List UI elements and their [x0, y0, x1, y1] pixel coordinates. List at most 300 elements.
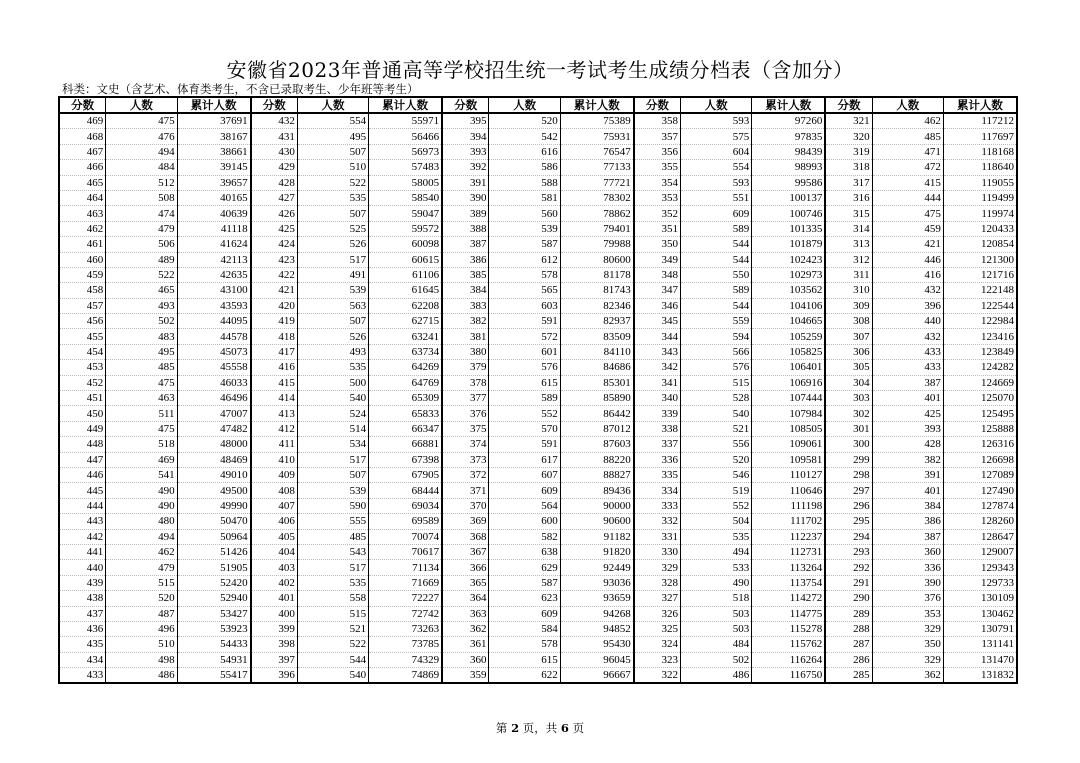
table-cell: 328: [634, 575, 681, 590]
table-cell: 112731: [752, 544, 826, 559]
table-cell: 462: [106, 544, 177, 559]
table-cell: 506: [106, 237, 177, 252]
table-cell: 517: [297, 560, 368, 575]
table-cell: 62208: [369, 298, 443, 313]
table-cell: 575: [681, 129, 752, 144]
table-cell: 469: [59, 113, 106, 129]
table-cell: 566: [681, 344, 752, 359]
table-cell: 453: [59, 360, 106, 375]
table-cell: 447: [59, 452, 106, 467]
table-cell: 576: [681, 360, 752, 375]
table-cell: 323: [634, 652, 681, 667]
table-cell: 113754: [752, 575, 826, 590]
table-cell: 73263: [369, 621, 443, 636]
table-cell: 375: [442, 421, 489, 436]
table-cell: 515: [681, 375, 752, 390]
table-cell: 432: [872, 329, 943, 344]
table-cell: 345: [634, 314, 681, 329]
table-cell: 520: [106, 591, 177, 606]
table-cell: 507: [297, 314, 368, 329]
table-cell: 74869: [369, 668, 443, 684]
table-cell: 303: [825, 391, 872, 406]
table-cell: 71134: [369, 560, 443, 575]
table-cell: 41624: [177, 237, 251, 252]
table-cell: 556: [681, 437, 752, 452]
table-cell: 125888: [943, 421, 1017, 436]
column-header: 人数: [872, 97, 943, 113]
table-cell: 638: [489, 544, 560, 559]
table-cell: 582: [489, 529, 560, 544]
table-cell: 419: [251, 314, 298, 329]
table-cell: 106401: [752, 360, 826, 375]
table-cell: 59047: [369, 206, 443, 221]
table-cell: 90600: [560, 514, 634, 529]
table-cell: 363: [442, 606, 489, 621]
table-cell: 290: [825, 591, 872, 606]
table-cell: 485: [106, 360, 177, 375]
table-cell: 390: [872, 575, 943, 590]
table-cell: 39657: [177, 175, 251, 190]
column-header: 人数: [489, 97, 560, 113]
column-header: 人数: [681, 97, 752, 113]
table-cell: 87603: [560, 437, 634, 452]
table-cell: 507: [297, 206, 368, 221]
table-cell: 540: [297, 391, 368, 406]
column-header: 分数: [59, 97, 106, 113]
table-cell: 480: [106, 514, 177, 529]
table-cell: 522: [297, 175, 368, 190]
table-cell: 486: [681, 668, 752, 684]
table-cell: 124669: [943, 375, 1017, 390]
table-cell: 464: [59, 190, 106, 205]
table-cell: 347: [634, 283, 681, 298]
table-cell: 105825: [752, 344, 826, 359]
table-cell: 437: [59, 606, 106, 621]
table-cell: 352: [634, 206, 681, 221]
table-cell: 544: [297, 652, 368, 667]
table-cell: 387: [872, 529, 943, 544]
table-cell: 449: [59, 421, 106, 436]
table-row: [59, 314, 1017, 329]
page-footer: [0, 720, 1080, 736]
table-row: [59, 375, 1017, 390]
table-cell: 550: [681, 267, 752, 282]
table-row: [59, 113, 1017, 129]
table-cell: 402: [251, 575, 298, 590]
table-cell: 436: [59, 621, 106, 636]
table-cell: 306: [825, 344, 872, 359]
table-row: [59, 144, 1017, 159]
table-cell: 52940: [177, 591, 251, 606]
table-cell: 502: [106, 314, 177, 329]
table-cell: 94852: [560, 621, 634, 636]
table-row: [59, 652, 1017, 667]
table-row: [59, 668, 1017, 684]
table-cell: 114775: [752, 606, 826, 621]
table-cell: 58005: [369, 175, 443, 190]
table-cell: 67905: [369, 467, 443, 482]
column-header: 累计人数: [177, 97, 251, 113]
table-cell: 485: [872, 129, 943, 144]
footer-page-number: 2: [511, 721, 520, 735]
table-cell: 591: [489, 314, 560, 329]
table-cell: 101335: [752, 221, 826, 236]
table-cell: 440: [59, 560, 106, 575]
table-cell: 45558: [177, 360, 251, 375]
table-cell: 623: [489, 591, 560, 606]
table-cell: 565: [489, 283, 560, 298]
table-cell: 97260: [752, 113, 826, 129]
table-cell: 130109: [943, 591, 1017, 606]
table-cell: 309: [825, 298, 872, 313]
column-header: 累计人数: [369, 97, 443, 113]
table-cell: 307: [825, 329, 872, 344]
table-cell: 109061: [752, 437, 826, 452]
table-cell: 296: [825, 498, 872, 513]
table-cell: 376: [442, 406, 489, 421]
table-cell: 373: [442, 452, 489, 467]
table-cell: 40165: [177, 190, 251, 205]
table-row: [59, 437, 1017, 452]
table-cell: 444: [59, 498, 106, 513]
table-row: [59, 298, 1017, 313]
table-cell: 535: [681, 529, 752, 544]
table-cell: 101879: [752, 237, 826, 252]
table-cell: 128647: [943, 529, 1017, 544]
table-cell: 89436: [560, 483, 634, 498]
table-cell: 385: [442, 267, 489, 282]
table-cell: 49500: [177, 483, 251, 498]
table-cell: 489: [106, 252, 177, 267]
table-cell: 462: [872, 113, 943, 129]
table-row: [59, 514, 1017, 529]
table-cell: 365: [442, 575, 489, 590]
table-cell: 324: [634, 637, 681, 652]
column-header: 累计人数: [560, 97, 634, 113]
table-cell: 456: [59, 314, 106, 329]
table-cell: 503: [681, 621, 752, 636]
table-cell: 526: [297, 237, 368, 252]
table-row: [59, 252, 1017, 267]
table-cell: 465: [59, 175, 106, 190]
table-cell: 85301: [560, 375, 634, 390]
table-cell: 498: [106, 652, 177, 667]
table-cell: 535: [297, 360, 368, 375]
table-cell: 563: [297, 298, 368, 313]
table-cell: 500: [297, 375, 368, 390]
table-cell: 118168: [943, 144, 1017, 159]
table-cell: 463: [106, 391, 177, 406]
table-cell: 487: [106, 606, 177, 621]
table-cell: 382: [442, 314, 489, 329]
table-cell: 465: [106, 283, 177, 298]
table-cell: 495: [297, 129, 368, 144]
table-cell: 475: [106, 375, 177, 390]
table-cell: 116750: [752, 668, 826, 684]
table-cell: 340: [634, 391, 681, 406]
table-cell: 318: [825, 160, 872, 175]
table-cell: 60615: [369, 252, 443, 267]
table-cell: 316: [825, 190, 872, 205]
table-cell: 479: [106, 221, 177, 236]
table-cell: 313: [825, 237, 872, 252]
table-cell: 107444: [752, 391, 826, 406]
table-cell: 116264: [752, 652, 826, 667]
table-cell: 50964: [177, 529, 251, 544]
table-cell: 387: [872, 375, 943, 390]
table-cell: 612: [489, 252, 560, 267]
table-cell: 113264: [752, 560, 826, 575]
table-cell: 552: [681, 498, 752, 513]
table-cell: 312: [825, 252, 872, 267]
table-cell: 326: [634, 606, 681, 621]
table-cell: 564: [489, 498, 560, 513]
table-cell: 105259: [752, 329, 826, 344]
table-cell: 451: [59, 391, 106, 406]
table-cell: 484: [106, 160, 177, 175]
table-cell: 39145: [177, 160, 251, 175]
table-cell: 458: [59, 283, 106, 298]
table-cell: 433: [872, 360, 943, 375]
table-cell: 341: [634, 375, 681, 390]
table-cell: 78862: [560, 206, 634, 221]
table-cell: 354: [634, 175, 681, 190]
table-cell: 454: [59, 344, 106, 359]
table-cell: 393: [442, 144, 489, 159]
table-cell: 398: [251, 637, 298, 652]
table-row: [59, 175, 1017, 190]
table-cell: 120854: [943, 237, 1017, 252]
table-cell: 71669: [369, 575, 443, 590]
table-cell: 520: [681, 452, 752, 467]
table-cell: 554: [681, 160, 752, 175]
footer-prefix: 第: [495, 721, 512, 735]
table-row: [59, 329, 1017, 344]
table-cell: 442: [59, 529, 106, 544]
table-row: [59, 591, 1017, 606]
table-cell: 115278: [752, 621, 826, 636]
table-cell: 66347: [369, 421, 443, 436]
table-cell: 372: [442, 467, 489, 482]
table-cell: 416: [872, 267, 943, 282]
table-cell: 396: [872, 298, 943, 313]
table-cell: 376: [872, 591, 943, 606]
table-cell: 507: [297, 144, 368, 159]
table-cell: 55417: [177, 668, 251, 684]
table-cell: 384: [442, 283, 489, 298]
table-cell: 486: [106, 668, 177, 684]
table-cell: 58540: [369, 190, 443, 205]
table-cell: 439: [59, 575, 106, 590]
table-cell: 110127: [752, 467, 826, 482]
table-cell: 84686: [560, 360, 634, 375]
table-cell: 539: [489, 221, 560, 236]
table-cell: 609: [489, 483, 560, 498]
table-cell: 403: [251, 560, 298, 575]
table-cell: 295: [825, 514, 872, 529]
table-cell: 542: [489, 129, 560, 144]
table-cell: 79401: [560, 221, 634, 236]
column-header: 分数: [251, 97, 298, 113]
table-cell: 291: [825, 575, 872, 590]
table-cell: 353: [872, 606, 943, 621]
table-cell: 393: [872, 421, 943, 436]
table-cell: 102423: [752, 252, 826, 267]
table-cell: 356: [634, 144, 681, 159]
table-cell: 77721: [560, 175, 634, 190]
table-cell: 401: [872, 391, 943, 406]
table-cell: 510: [106, 637, 177, 652]
table-cell: 349: [634, 252, 681, 267]
table-cell: 53923: [177, 621, 251, 636]
table-row: [59, 129, 1017, 144]
table-cell: 404: [251, 544, 298, 559]
table-cell: 46033: [177, 375, 251, 390]
table-cell: 314: [825, 221, 872, 236]
table-cell: 445: [59, 483, 106, 498]
table-cell: 540: [681, 406, 752, 421]
category-subtitle: 科类：文史（含艺术、体育类考生，不含已录取考生、少年班等考生）: [62, 82, 419, 96]
table-cell: 409: [251, 467, 298, 482]
table-cell: 504: [681, 514, 752, 529]
table-cell: 484: [681, 637, 752, 652]
column-header: 累计人数: [943, 97, 1017, 113]
table-cell: 589: [681, 283, 752, 298]
table-cell: 446: [872, 252, 943, 267]
table-cell: 407: [251, 498, 298, 513]
table-cell: 413: [251, 406, 298, 421]
table-cell: 339: [634, 406, 681, 421]
table-cell: 65833: [369, 406, 443, 421]
table-cell: 544: [681, 252, 752, 267]
table-cell: 63734: [369, 344, 443, 359]
table-cell: 514: [297, 421, 368, 436]
table-cell: 37691: [177, 113, 251, 129]
table-cell: 476: [106, 129, 177, 144]
table-cell: 120433: [943, 221, 1017, 236]
table-cell: 604: [681, 144, 752, 159]
table-cell: 427: [251, 190, 298, 205]
table-cell: 425: [251, 221, 298, 236]
table-cell: 315: [825, 206, 872, 221]
table-cell: 452: [59, 375, 106, 390]
table-cell: 517: [297, 452, 368, 467]
table-cell: 438: [59, 591, 106, 606]
table-cell: 109581: [752, 452, 826, 467]
table-cell: 493: [106, 298, 177, 313]
table-row: [59, 452, 1017, 467]
table-cell: 48000: [177, 437, 251, 452]
table-cell: 51426: [177, 544, 251, 559]
table-cell: 310: [825, 283, 872, 298]
table-cell: 512: [106, 175, 177, 190]
table-cell: 304: [825, 375, 872, 390]
table-cell: 572: [489, 329, 560, 344]
table-cell: 79988: [560, 237, 634, 252]
table-cell: 64769: [369, 375, 443, 390]
table-cell: 55971: [369, 113, 443, 129]
table-cell: 88220: [560, 452, 634, 467]
table-cell: 48469: [177, 452, 251, 467]
column-header: 人数: [297, 97, 368, 113]
table-cell: 360: [442, 652, 489, 667]
table-cell: 394: [442, 129, 489, 144]
table-cell: 446: [59, 467, 106, 482]
table-cell: 299: [825, 452, 872, 467]
table-cell: 615: [489, 652, 560, 667]
table-cell: 358: [634, 113, 681, 129]
table-cell: 539: [297, 483, 368, 498]
table-cell: 329: [634, 560, 681, 575]
table-cell: 434: [59, 652, 106, 667]
table-cell: 552: [489, 406, 560, 421]
table-cell: 96667: [560, 668, 634, 684]
table-cell: 330: [634, 544, 681, 559]
table-cell: 479: [106, 560, 177, 575]
table-cell: 622: [489, 668, 560, 684]
table-cell: 50470: [177, 514, 251, 529]
table-cell: 126698: [943, 452, 1017, 467]
table-cell: 301: [825, 421, 872, 436]
table-cell: 92449: [560, 560, 634, 575]
table-cell: 127490: [943, 483, 1017, 498]
table-cell: 336: [634, 452, 681, 467]
table-cell: 322: [634, 668, 681, 684]
table-row: [59, 483, 1017, 498]
table-cell: 123416: [943, 329, 1017, 344]
table-cell: 490: [681, 575, 752, 590]
table-row: [59, 344, 1017, 359]
table-cell: 111198: [752, 498, 826, 513]
table-cell: 390: [442, 190, 489, 205]
table-cell: 294: [825, 529, 872, 544]
table-cell: 107984: [752, 406, 826, 421]
table-cell: 495: [106, 344, 177, 359]
table-cell: 361: [442, 637, 489, 652]
table-cell: 526: [297, 329, 368, 344]
table-cell: 387: [442, 237, 489, 252]
table-row: [59, 267, 1017, 282]
table-cell: 525: [297, 221, 368, 236]
table-cell: 381: [442, 329, 489, 344]
table-cell: 607: [489, 467, 560, 482]
table-cell: 49010: [177, 467, 251, 482]
table-cell: 388: [442, 221, 489, 236]
table-cell: 67398: [369, 452, 443, 467]
table-cell: 335: [634, 467, 681, 482]
table-cell: 57483: [369, 160, 443, 175]
table-cell: 391: [872, 467, 943, 482]
table-cell: 38661: [177, 144, 251, 159]
table-cell: 587: [489, 237, 560, 252]
table-cell: 72742: [369, 606, 443, 621]
table-cell: 591: [489, 437, 560, 452]
table-cell: 64269: [369, 360, 443, 375]
table-cell: 397: [251, 652, 298, 667]
table-cell: 491: [297, 267, 368, 282]
table-cell: 399: [251, 621, 298, 636]
table-cell: 76547: [560, 144, 634, 159]
table-cell: 370: [442, 498, 489, 513]
table-cell: 308: [825, 314, 872, 329]
table-cell: 59572: [369, 221, 443, 236]
table-cell: 511: [106, 406, 177, 421]
table-cell: 493: [297, 344, 368, 359]
table-cell: 46496: [177, 391, 251, 406]
table-cell: 97835: [752, 129, 826, 144]
table-cell: 288: [825, 621, 872, 636]
table-cell: 441: [59, 544, 106, 559]
